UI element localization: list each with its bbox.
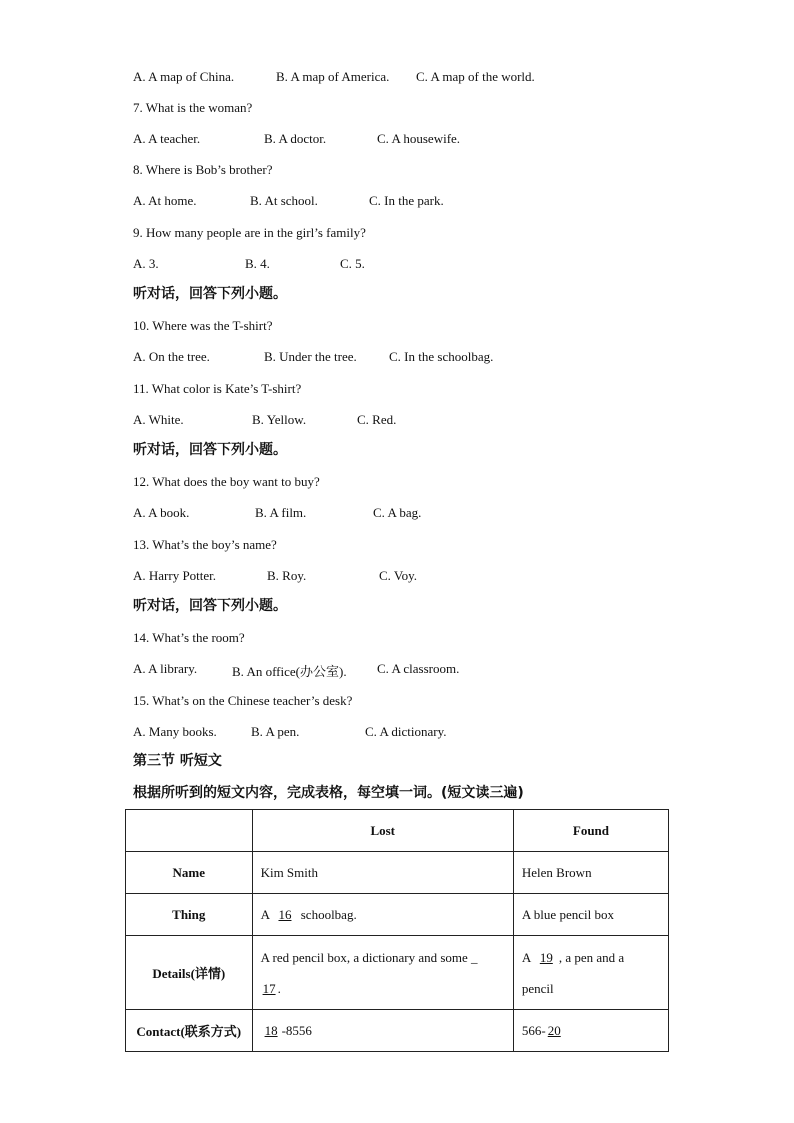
question-text: 10. Where was the T-shirt? bbox=[133, 318, 273, 333]
answer-option: C. In the park. bbox=[369, 193, 444, 208]
answer-option: A. A library. bbox=[133, 661, 198, 676]
answer-option: A. Many books. bbox=[133, 724, 217, 739]
section-heading: 根据所听到的短文内容，完成表格，每空填一词。(短文读三遍) bbox=[133, 785, 524, 801]
answer-option: A. Harry Potter. bbox=[133, 568, 217, 583]
answer-option: B. An office(办公室). bbox=[232, 664, 347, 679]
blank-16: 16 bbox=[278, 906, 292, 922]
answer-option: C. Voy. bbox=[379, 568, 418, 583]
answer-option: B. A pen. bbox=[251, 724, 300, 739]
answer-option: C. Red. bbox=[357, 412, 397, 427]
blank-17: 17 bbox=[262, 980, 276, 996]
table-row-name bbox=[126, 852, 669, 894]
question-text: 14. What’s the room? bbox=[133, 630, 245, 645]
lost-details-line1: A red pencil box, a dictionary and some _ bbox=[260, 949, 478, 965]
question-text: 12. What does the boy want to buy? bbox=[133, 474, 320, 489]
answer-option: A. White. bbox=[133, 412, 184, 427]
section-heading: 听对话，回答下列小题。 bbox=[133, 598, 287, 614]
lost-thing-post: schoolbag. bbox=[297, 906, 357, 922]
found-details bbox=[513, 936, 668, 1010]
answer-option: B. A doctor. bbox=[264, 131, 327, 146]
question-text: 11. What color is Kate’s T-shirt? bbox=[133, 381, 302, 396]
answer-option: B. A film. bbox=[255, 505, 307, 520]
question-text: 7. What is the woman? bbox=[133, 100, 253, 115]
table-row-thing bbox=[126, 894, 669, 936]
answer-option: A. On the tree. bbox=[133, 349, 210, 364]
table-row-details bbox=[126, 936, 669, 1010]
found-details-post: , a pen and a bbox=[558, 949, 625, 965]
lost-found-table bbox=[125, 809, 669, 1052]
question-text: 8. Where is Bob’s brother? bbox=[133, 162, 273, 177]
row-label-details: Details(详情) bbox=[126, 936, 253, 1010]
table-row-contact bbox=[126, 1010, 669, 1052]
answer-option: C. A classroom. bbox=[377, 661, 460, 676]
found-contact-pre: 566- bbox=[521, 1022, 546, 1038]
lost-contact bbox=[252, 1010, 513, 1052]
table-header-empty bbox=[126, 810, 253, 852]
answer-option: A. At home. bbox=[133, 193, 197, 208]
table-header-row bbox=[126, 810, 669, 852]
row-label-name: Name bbox=[126, 852, 253, 894]
question-text: 13. What’s the boy’s name? bbox=[133, 537, 277, 552]
section-heading: 听对话，回答下列小题。 bbox=[133, 286, 287, 302]
lost-name: Kim Smith bbox=[252, 852, 513, 894]
answer-option: A. A book. bbox=[133, 505, 190, 520]
answer-option: B. Roy. bbox=[267, 568, 307, 583]
answer-option: B. Under the tree. bbox=[264, 349, 357, 364]
answer-option: B. A map of America. bbox=[276, 69, 390, 84]
answer-option: A. A map of China. bbox=[133, 69, 235, 84]
answer-option: C. A bag. bbox=[373, 505, 422, 520]
question-text: 9. How many people are in the girl’s family? bbox=[133, 225, 366, 240]
found-details-pre: A bbox=[521, 949, 534, 965]
answer-option: B. At school. bbox=[250, 193, 318, 208]
section-heading: 第三节 听短文 bbox=[133, 753, 222, 769]
section-heading: 听对话，回答下列小题。 bbox=[133, 442, 287, 458]
row-label-thing: Thing bbox=[126, 894, 253, 936]
found-contact bbox=[513, 1010, 668, 1052]
blank-20: 20 bbox=[547, 1022, 561, 1038]
answer-option: C. A map of the world. bbox=[416, 69, 535, 84]
found-details-line2: pencil bbox=[521, 980, 554, 996]
answer-option: C. A housewife. bbox=[377, 131, 461, 146]
answer-option: A. A teacher. bbox=[133, 131, 201, 146]
found-thing: A blue pencil box bbox=[513, 894, 668, 936]
answer-option: A. 3. bbox=[133, 256, 159, 271]
table-header-lost: Lost bbox=[252, 810, 513, 852]
answer-option: B. 4. bbox=[245, 256, 270, 271]
answer-option: C. A dictionary. bbox=[365, 724, 447, 739]
answer-option: B. Yellow. bbox=[252, 412, 307, 427]
table-header-found: Found bbox=[513, 810, 668, 852]
lost-details bbox=[252, 936, 513, 1010]
answer-option: C. 5. bbox=[340, 256, 365, 271]
lost-thing bbox=[252, 894, 513, 936]
lost-details-post: . bbox=[277, 980, 281, 996]
lost-thing-pre: A bbox=[260, 906, 273, 922]
question-text: 15. What’s on the Chinese teacher’s desk? bbox=[133, 693, 353, 708]
row-label-contact: Contact(联系方式) bbox=[126, 1010, 253, 1052]
blank-18: 18 bbox=[264, 1022, 278, 1038]
found-name: Helen Brown bbox=[513, 852, 668, 894]
answer-option: C. In the schoolbag. bbox=[389, 349, 494, 364]
lost-contact-post: -8556 bbox=[281, 1022, 312, 1038]
blank-19: 19 bbox=[539, 949, 553, 965]
